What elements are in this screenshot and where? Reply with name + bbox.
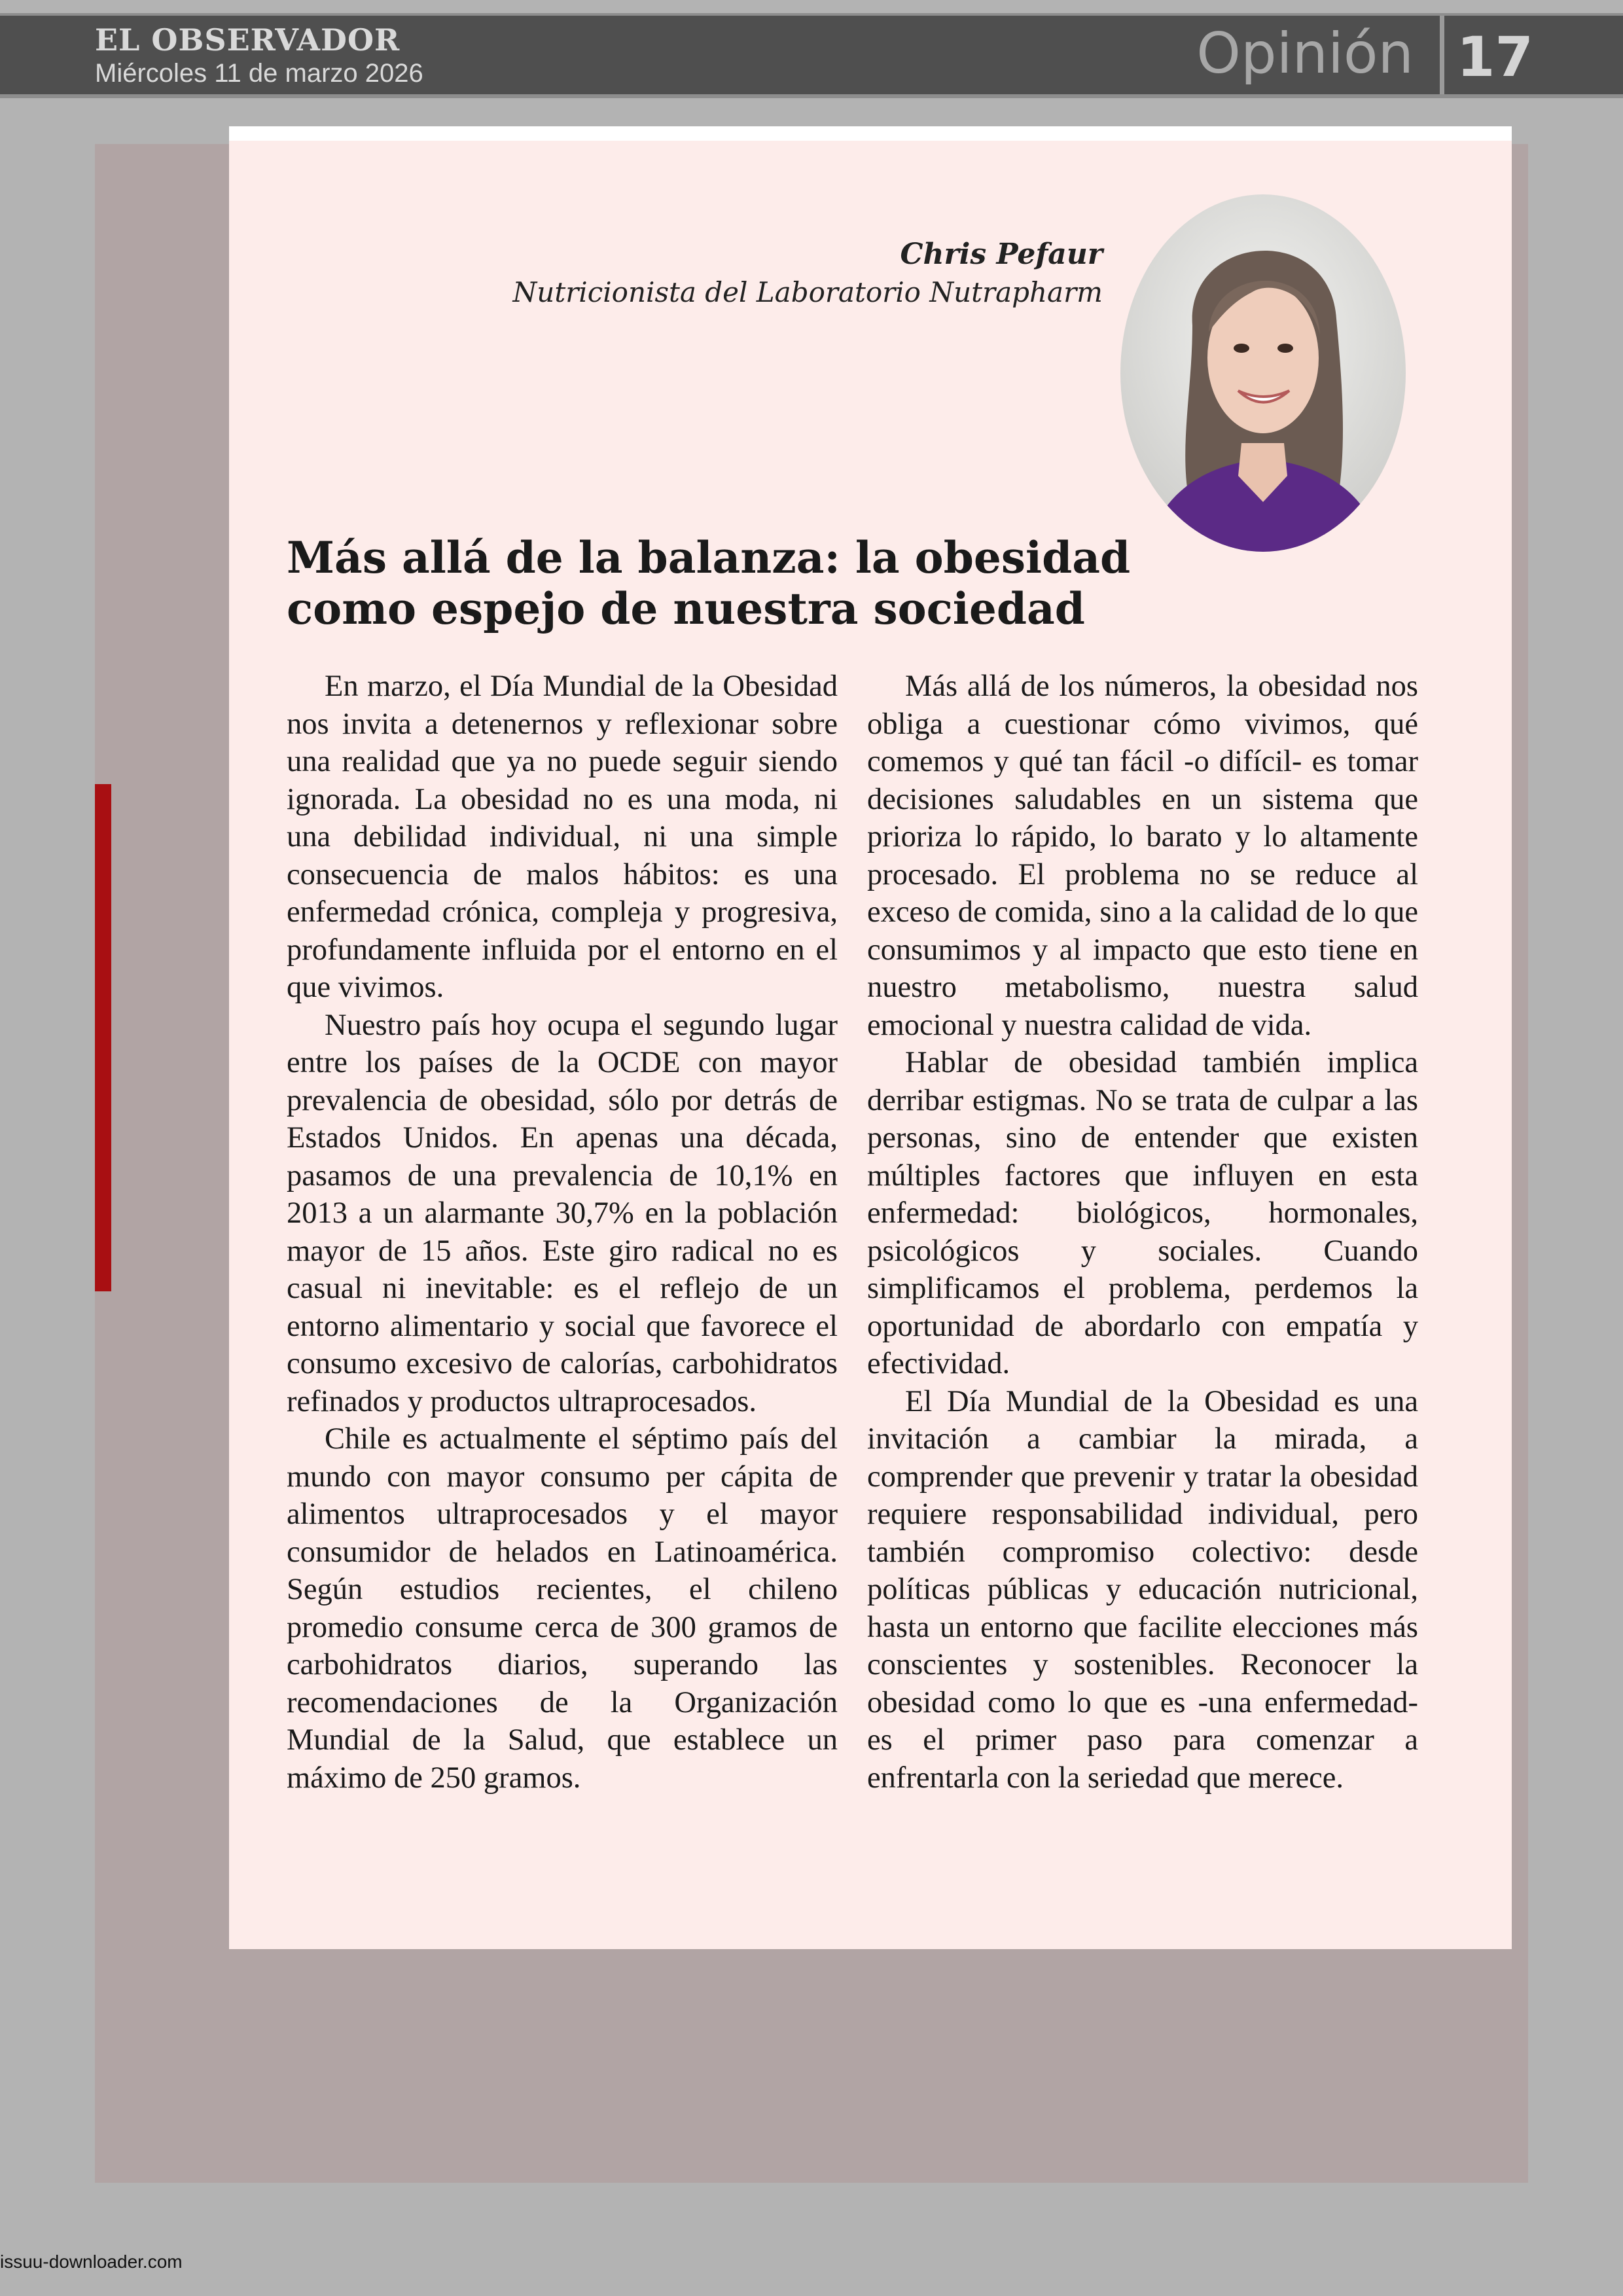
article-paragraph: El Día Mundial de la Obesidad es una invitación a cambiar la mirada, a comprender que prevenir y tratar la obesidad requiere responsabilidad individual, pero también compromiso colectivo: desde políticas públicas y educación nutricional, hasta un entorno que facilite elecciones más conscientes y sostenibles. Reconocer la obesidad como lo que es -una enfermedad- es el primer paso para comenzar a enfrentarla con la seriedad que merece. xyxy=(867,1384,1418,1795)
article-paragraph: Nuestro país hoy ocupa el segundo lugar entre los países de la OCDE con mayor prevalencia de obesidad, sólo por detrás de Estados Unidos. En apenas una década, pasamos de una prevalencia de 10,1% en 2013 a un alarmante 30,7% en la población mayor de 15 años. Este giro radical no es casual ni inevitable: es el reflejo de un entorno alimentario y social que favorece el consumo excesivo de calorías, carbohidratos refinados y productos ultraprocesados. xyxy=(287,1008,838,1418)
article-headline: Más allá de la balanza: la obesidad como espejo de nuestra sociedad xyxy=(287,532,1131,634)
article-paragraph: Más allá de los números, la obesidad nos obliga a cuestionar cómo vivimos, qué comemos y qué tan fácil -o difícil- es tomar decisiones saludables en un sistema que prioriza lo rápido, lo barato y lo altamente procesado. El problema no se reduce al exceso de comida, sino a la calidad de lo que consumimos y al impacto que esto tiene en nuestro metabolismo, nuestra salud emocional y nuestra calidad de vida. xyxy=(867,670,1418,1042)
article-paragraph: Chile es actualmente el séptimo país del mundo con mayor consumo per cápita de alimentos ultraprocesados y el mayor consumidor de helados en Latinoamérica. Según estudios recientes, el chileno promedio consume cerca de 300 gramos de carbohidratos diarios, superando las recomendaciones de la Organización Mundial de la Salud, que establece un máximo de 250 gramos. xyxy=(287,1422,838,1795)
article-paragraph: Hablar de obesidad también implica derribar estigmas. No se trata de culpar a las personas, sino de entender que existen múltiples factores que influyen en esta enfermedad: biológicos, hormonales, psicológicos y sociales. Cuando simplificamos el problema, perdemos la oportunidad de abordarlo con empatía y efectividad. xyxy=(867,1046,1418,1380)
author-role: Nutricionista del Laboratorio Nutrapharm xyxy=(512,276,1103,308)
header-divider xyxy=(1440,16,1444,94)
source-watermark: issuu-downloader.com xyxy=(0,2251,183,2272)
accent-bar xyxy=(95,784,111,1291)
byline xyxy=(513,238,1103,308)
issue-date: Miércoles 11 de marzo 2026 xyxy=(95,59,423,88)
article-paragraph: En marzo, el Día Mundial de la Obesidad nos invita a detenernos y reflexionar sobre una realidad que ya no puede seguir siendo ignorada. La obesidad no es una moda, ni una debilidad individual, ni una simple consecuencia de malos hábitos: es una enfermedad crónica, compleja y progresiva, profundamente influida por el entorno en el que vivimos. xyxy=(287,670,838,1004)
page-header xyxy=(0,13,1623,98)
page-number: 17 xyxy=(1457,25,1533,89)
author-portrait-icon xyxy=(1120,194,1406,552)
opinion-article xyxy=(229,126,1512,1949)
author-name: Chris Pefaur xyxy=(900,238,1103,271)
text-column-right xyxy=(867,668,1418,1797)
text-column-left xyxy=(287,668,838,1797)
section-title: Opinión xyxy=(1196,21,1414,86)
author-photo xyxy=(1120,194,1406,552)
newspaper-masthead: EL OBSERVADOR xyxy=(95,22,401,58)
